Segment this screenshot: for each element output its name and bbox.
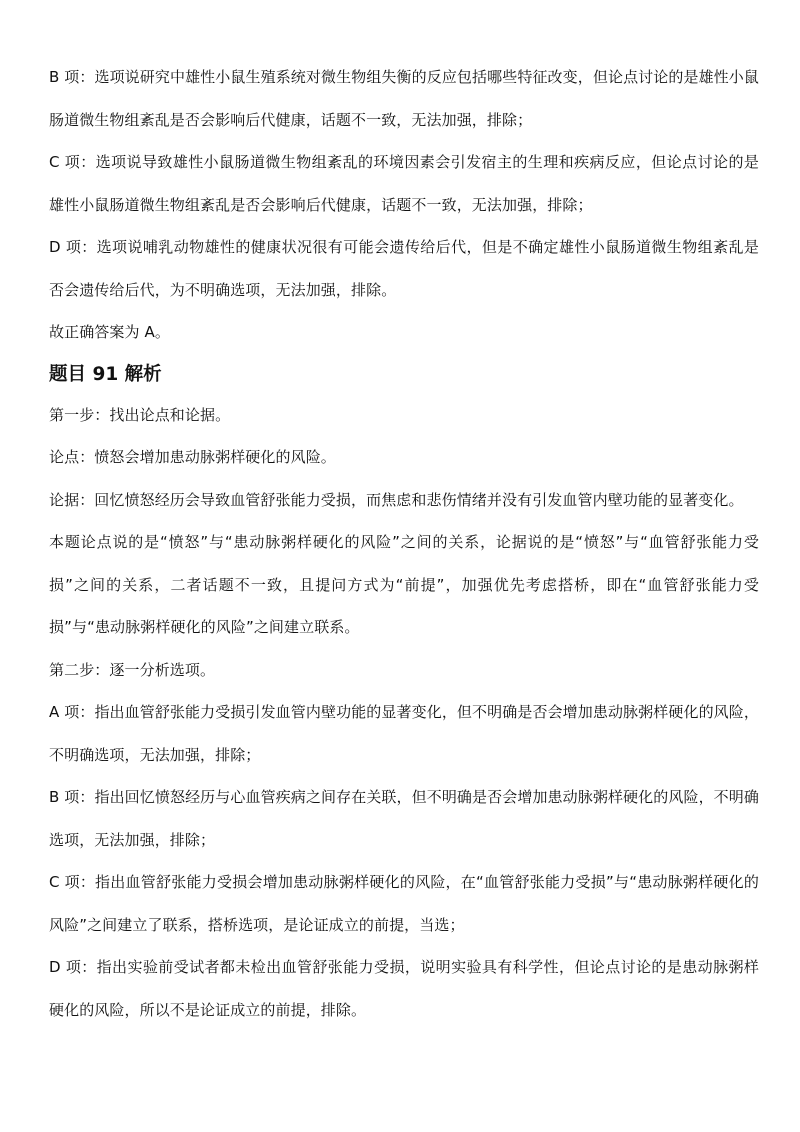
option-a-analysis-q91: A 项：指出血管舒张能力受损引发血管内壁功能的显著变化，但不明确是否会增加患动脉粥样硬化的风险，不明确选项，无法加强，排除； [49, 703, 759, 764]
option-d-analysis-q90: D 项：选项说哺乳动物雄性的健康状况很有可能会遗传给后代，但是不确定雄性小鼠肠道微生物组紊乱是否会遗传给后代，为不明确选项，无法加强，排除。 [49, 238, 759, 299]
step-two: 第二步：逐一分析选项。 [49, 660, 216, 679]
section-heading-q91: 题目 91 解析 [49, 363, 162, 385]
step-one: 第一步：找出论点和论据。 [49, 405, 231, 424]
document-page [49, 56, 759, 1031]
option-c-analysis-q90: C 项：选项说导致雄性小鼠肠道微生物组紊乱的环境因素会引发宿主的生理和疾病反应，但论点讨论的是雄性小鼠肠道微生物组紊乱是否会影响后代健康，话题不一致，无法加强，排除； [49, 153, 759, 214]
argument-analysis: 本题论点说的是“愤怒”与“患动脉粥样硬化的风险”之间的关系，论据说的是“愤怒”与“血管舒张能力受损”之间的关系，二者话题不一致，且提问方式为“前提”，加强优先考虑搭桥，即在“血管舒张能力受损”与“患动脉粥样硬化的风险”之间建立联系。 [49, 533, 759, 636]
option-c-analysis-q91: C 项：指出血管舒张能力受损会增加患动脉粥样硬化的风险，在“血管舒张能力受损”与“患动脉粥样硬化的风险”之间建立了联系，搭桥选项，是论证成立的前提，当选； [49, 873, 759, 934]
argument-claim: 论点：愤怒会增加患动脉粥样硬化的风险。 [49, 448, 336, 466]
option-d-analysis-q91: D 项：指出实验前受试者都未检出血管舒张能力受损，说明实验具有科学性，但论点讨论的是患动脉粥样硬化的风险，所以不是论证成立的前提，排除。 [49, 958, 759, 1019]
answer-q90: 故正确答案为 A。 [49, 323, 170, 341]
option-b-analysis-q91: B 项：指出回忆愤怒经历与心血管疾病之间存在关联，但不明确是否会增加患动脉粥样硬化的风险，不明确选项，无法加强，排除； [49, 788, 759, 849]
option-b-analysis-q90: B 项：选项说研究中雄性小鼠生殖系统对微生物组失衡的反应包括哪些特征改变，但论点讨论的是雄性小鼠肠道微生物组紊乱是否会影响后代健康，话题不一致，无法加强，排除； [49, 68, 759, 129]
argument-evidence: 论据：回忆愤怒经历会导致血管舒张能力受损，而焦虑和悲伤情绪并没有引发血管内壁功能的显著变化。 [49, 490, 744, 509]
